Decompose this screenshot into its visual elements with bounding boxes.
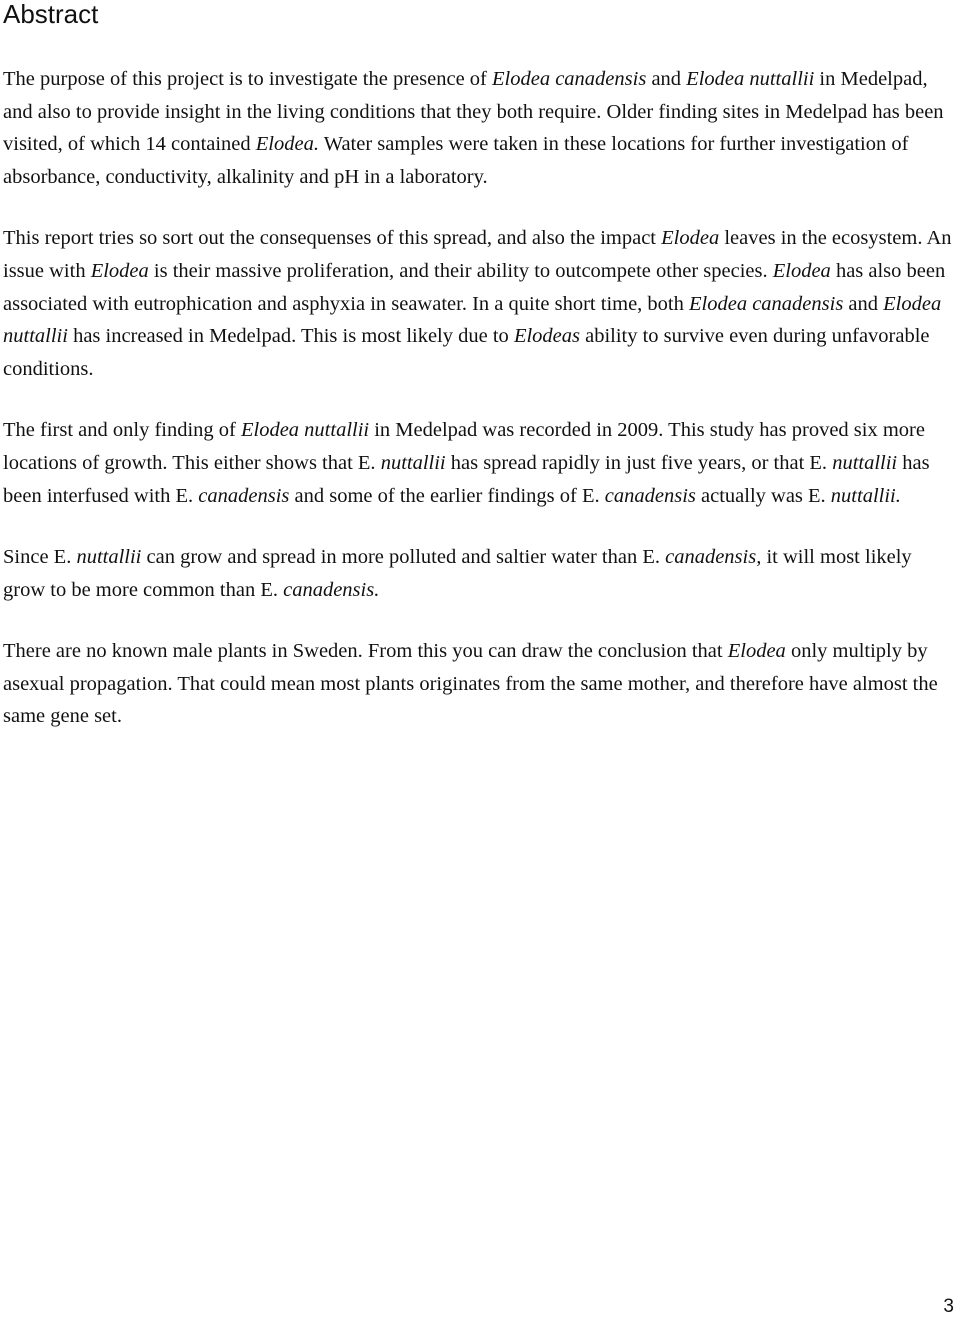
- italic-text: Elodea nuttallii: [240, 419, 370, 442]
- text-run: This report tries so sort out the consequenses of this spread, and also the impact: [3, 227, 662, 250]
- paragraph: [3, 63, 957, 194]
- text-run: can grow and spread in more polluted and saltier water than E.: [141, 545, 666, 568]
- abstract-body: [3, 63, 957, 761]
- italic-text: canadensis.: [283, 578, 380, 601]
- italic-text: nuttallii: [76, 545, 142, 568]
- italic-text: Elodea: [727, 639, 786, 662]
- text-run: and: [646, 68, 687, 90]
- page-heading: Abstract: [3, 0, 99, 29]
- italic-text: canadensis: [198, 484, 290, 507]
- text-run: actually was E.: [695, 484, 831, 507]
- text-run: has also been associated with eutrophication and asphyxia in seawater. In a quite short time, both: [3, 260, 946, 315]
- italic-text: Elodea: [90, 260, 149, 283]
- text-run: in Medelpad was recorded in 2009. This study has proved six more locations of growth. This either shows that E.: [3, 419, 925, 475]
- italic-text: Elodea: [661, 227, 720, 250]
- text-run: leaves in the ecosystem. An issue with: [3, 227, 952, 283]
- text-run: The purpose of this project is to investigate the presence of: [3, 68, 493, 90]
- text-run: in Medelpad, and also to provide insight in the living conditions that they both require. Older finding sites in Medelpad has been visited, of which 14 contained: [3, 68, 944, 156]
- italic-text: canadensis,: [665, 545, 762, 568]
- text-run: it will most likely grow to be more common than E.: [3, 545, 912, 601]
- page-number: 3: [943, 1296, 954, 1317]
- text-run: has been interfused with E.: [3, 452, 930, 507]
- paragraph: [3, 635, 957, 733]
- text-run: Since E.: [3, 545, 77, 568]
- text-run: is their massive proliferation, and their ability to outcompete other species.: [148, 260, 773, 283]
- italic-text: Elodea: [772, 260, 831, 283]
- italic-text: nuttallii: [832, 452, 898, 475]
- italic-text: nuttallii: [380, 452, 446, 475]
- text-run: and some of the earlier findings of E.: [289, 484, 605, 507]
- italic-text: Elodea.: [255, 133, 319, 156]
- text-run: ability to survive even during unfavorable conditions.: [3, 325, 930, 381]
- paragraph: [3, 222, 957, 386]
- italic-text: Elodea canadensis: [689, 292, 844, 315]
- text-run: The first and only finding of: [3, 419, 241, 442]
- text-run: has spread rapidly in just five years, or that E.: [445, 452, 833, 475]
- italic-text: nuttallii.: [830, 484, 901, 507]
- text-run: Water samples were taken in these locations for further investigation of absorbance, conductivity, alkalinity and pH in a laboratory.: [3, 133, 909, 189]
- paragraph: [3, 414, 957, 512]
- text-run: and: [843, 292, 884, 315]
- paragraph: [3, 541, 957, 606]
- text-run: only multiply by asexual propagation. That could mean most plants originates from the same mother, and therefore have almost the same gene set.: [3, 639, 938, 728]
- italic-text: Elodea canadensis: [492, 68, 647, 90]
- italic-text: Elodeas: [513, 325, 580, 348]
- text-run: There are no known male plants in Sweden. From this you can draw the conclusion that: [3, 639, 728, 662]
- italic-text: Elodea nuttallii: [686, 68, 815, 90]
- italic-text: canadensis: [604, 484, 696, 507]
- text-run: has increased in Medelpad. This is most likely due to: [67, 325, 514, 348]
- italic-text: Elodea nuttallii: [3, 292, 942, 348]
